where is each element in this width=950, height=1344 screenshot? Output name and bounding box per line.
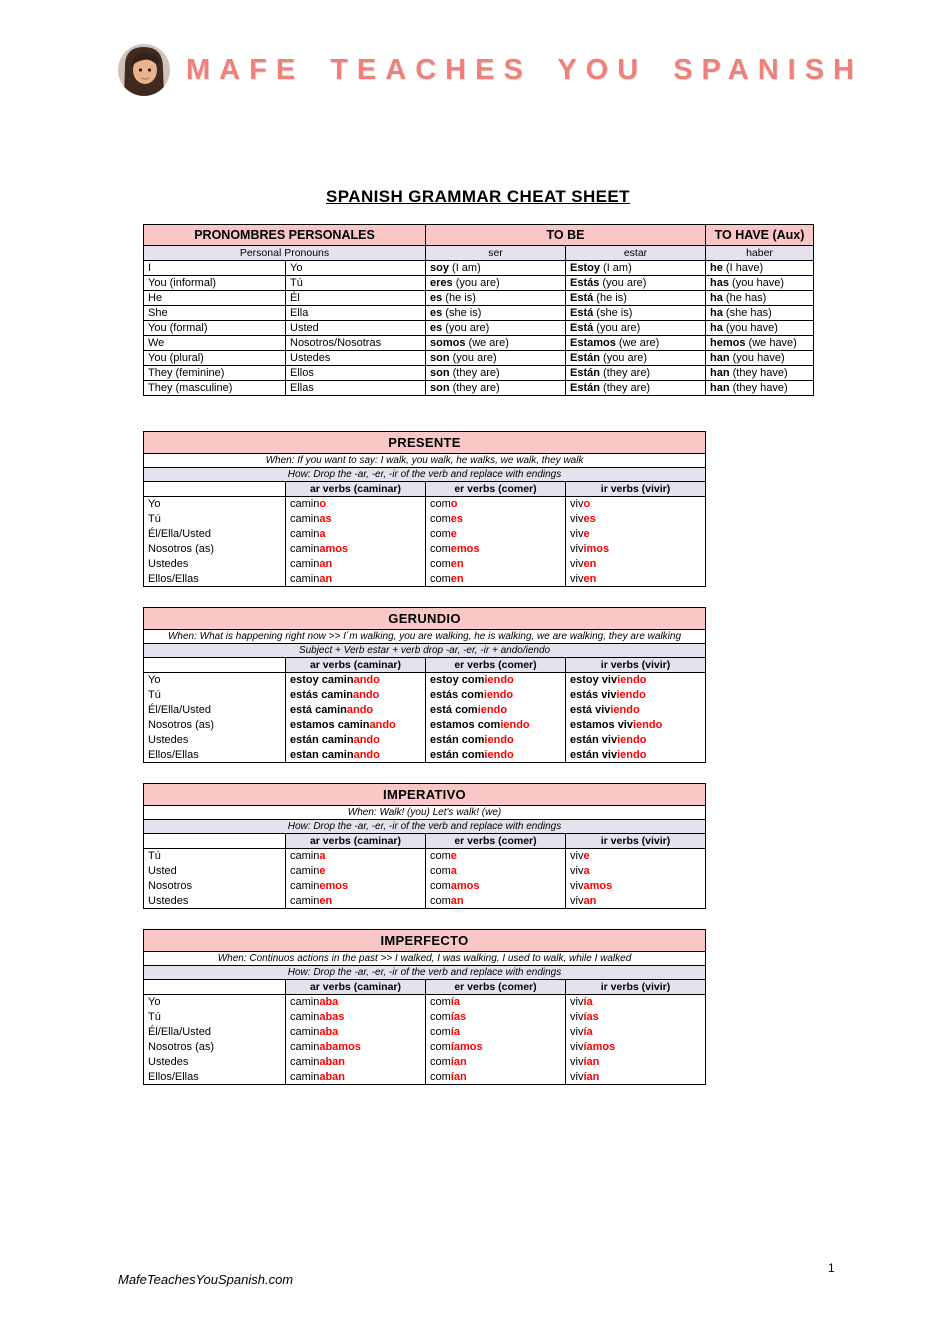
conjugation-cell: estamos comiendo bbox=[426, 718, 566, 733]
subject-label: Ustedes bbox=[144, 1055, 286, 1070]
verb-column-header: ir verbs (vivir) bbox=[566, 980, 706, 995]
conjugation-cell: vive bbox=[566, 849, 706, 864]
tense-title-row bbox=[144, 784, 706, 806]
conjugation-cell: vivían bbox=[566, 1055, 706, 1070]
tense-title-row bbox=[144, 930, 706, 952]
column-group-header: TO HAVE (Aux) bbox=[706, 225, 814, 246]
verb-ending: emos bbox=[450, 543, 480, 555]
presente-table bbox=[143, 431, 706, 587]
table-cell: Estás (you are) bbox=[566, 276, 706, 291]
table-cell: han (you have) bbox=[706, 351, 814, 366]
verb-header-row bbox=[144, 482, 706, 497]
conjugation-cell: camina bbox=[286, 849, 426, 864]
table-cell: es (she is) bbox=[426, 306, 566, 321]
table-cell: son (you are) bbox=[426, 351, 566, 366]
gerundio-table bbox=[143, 607, 706, 763]
verb-ending: aba bbox=[319, 996, 339, 1009]
verb-column-header: er verbs (comer) bbox=[426, 980, 566, 995]
verb-ending: íamos bbox=[583, 1041, 616, 1053]
table-row bbox=[144, 1055, 706, 1070]
verb-ending: o bbox=[583, 498, 591, 511]
conjugation-cell: coma bbox=[426, 864, 566, 879]
verb-ending: ando bbox=[369, 719, 396, 731]
table-cell: Yo bbox=[286, 261, 426, 276]
tense-title: PRESENTE bbox=[144, 432, 706, 454]
conjugation-cell: vive bbox=[566, 527, 706, 542]
table-cell: Ella bbox=[286, 306, 426, 321]
table-cell: Estamos (we are) bbox=[566, 336, 706, 351]
table-row bbox=[144, 527, 706, 542]
table-row bbox=[144, 336, 814, 351]
verb-ending: ían bbox=[583, 1070, 600, 1083]
verb-ending: emos bbox=[319, 880, 349, 892]
verb-ending: iendo bbox=[483, 689, 514, 701]
conjugation-cell: estás caminando bbox=[286, 688, 426, 703]
table-row bbox=[144, 733, 706, 748]
conjugation-cell: come bbox=[426, 849, 566, 864]
subject-label: Él/Ella/Usted bbox=[144, 527, 286, 542]
verb-ending: ían bbox=[450, 1070, 467, 1083]
verb-ending: a bbox=[583, 865, 590, 877]
verb-column-header: er verbs (comer) bbox=[426, 482, 566, 497]
table-cell: han (they have) bbox=[706, 366, 814, 381]
table-row bbox=[144, 291, 814, 306]
table-cell: You (formal) bbox=[144, 321, 286, 336]
verb-ending: o bbox=[319, 498, 327, 511]
table-row bbox=[144, 261, 814, 276]
conjugation-cell: comía bbox=[426, 995, 566, 1010]
conjugation-cell: vives bbox=[566, 512, 706, 527]
verb-ending: iendo bbox=[477, 704, 508, 716]
subject-label: Yo bbox=[144, 995, 286, 1010]
table-row bbox=[144, 864, 706, 879]
page-title: SPANISH GRAMMAR CHEAT SHEET bbox=[326, 187, 630, 206]
verb-ending: abamos bbox=[319, 1041, 361, 1053]
table-cell: hemos (we have) bbox=[706, 336, 814, 351]
verb-ending: es bbox=[583, 513, 596, 525]
conjugation-cell: caminabas bbox=[286, 1010, 426, 1025]
table-cell: Tú bbox=[286, 276, 426, 291]
table-cell: Están (they are) bbox=[566, 381, 706, 396]
conjugation-cell: estamos caminando bbox=[286, 718, 426, 733]
verb-column-header: er verbs (comer) bbox=[426, 834, 566, 849]
conjugation-cell: caminabamos bbox=[286, 1040, 426, 1055]
verb-ending: iendo bbox=[484, 674, 514, 687]
imperfecto-table bbox=[143, 929, 706, 1085]
table-row bbox=[144, 703, 706, 718]
verb-column-header: ar verbs (caminar) bbox=[286, 834, 426, 849]
column-group-header: TO BE bbox=[426, 225, 706, 246]
pronoun-header-row bbox=[144, 225, 814, 246]
table-cell: son (they are) bbox=[426, 381, 566, 396]
verb-ending: an bbox=[450, 894, 464, 907]
subject-label: Ustedes bbox=[144, 733, 286, 748]
verb-ending: aban bbox=[319, 1056, 346, 1068]
table-cell: You (informal) bbox=[144, 276, 286, 291]
tense-title-row bbox=[144, 608, 706, 630]
conjugation-cell: camina bbox=[286, 527, 426, 542]
verb-ending: amos bbox=[319, 543, 349, 555]
verb-ending: amos bbox=[583, 880, 613, 892]
verb-column-header: ar verbs (caminar) bbox=[286, 482, 426, 497]
verb-ending: a bbox=[319, 850, 326, 863]
conjugation-cell: está viviendo bbox=[566, 703, 706, 718]
verb-ending: ían bbox=[450, 1056, 467, 1068]
table-cell: soy (I am) bbox=[426, 261, 566, 276]
conjugation-cell: comían bbox=[426, 1070, 566, 1085]
column-subheader: Personal Pronouns bbox=[144, 246, 426, 261]
table-row bbox=[144, 1010, 706, 1025]
verb-ending: e bbox=[319, 865, 326, 877]
column-subheader: ser bbox=[426, 246, 566, 261]
verb-column-header: ir verbs (vivir) bbox=[566, 834, 706, 849]
conjugation-cell: estoy viviendo bbox=[566, 673, 706, 688]
conjugation-cell: vivo bbox=[566, 497, 706, 512]
table-cell: ha (he has) bbox=[706, 291, 814, 306]
tense-title: GERUNDIO bbox=[144, 608, 706, 630]
subject-label: Nosotros bbox=[144, 879, 286, 894]
column-subheader: haber bbox=[706, 246, 814, 261]
pronoun-subheader-row bbox=[144, 246, 814, 261]
column-subheader: estar bbox=[566, 246, 706, 261]
table-cell: They (feminine) bbox=[144, 366, 286, 381]
subject-label: Nosotros (as) bbox=[144, 718, 286, 733]
verb-ending: a bbox=[319, 528, 326, 540]
verb-ending: abas bbox=[319, 1011, 345, 1023]
logo-avatar bbox=[118, 44, 170, 96]
verb-ending: iendo bbox=[617, 748, 647, 761]
subject-label: Ellos/Ellas bbox=[144, 572, 286, 587]
verb-ending: en bbox=[583, 558, 597, 570]
when-note: When: Walk! (you) Let's walk! (we) bbox=[144, 806, 706, 820]
verb-ending: ando bbox=[353, 674, 380, 687]
table-row bbox=[144, 1070, 706, 1085]
verb-column-header: ar verbs (caminar) bbox=[286, 980, 426, 995]
subject-label: Yo bbox=[144, 497, 286, 512]
table-row bbox=[144, 557, 706, 572]
conjugation-cell: vivíamos bbox=[566, 1040, 706, 1055]
conjugation-cell: están caminando bbox=[286, 733, 426, 748]
subject-label: Ellos/Ellas bbox=[144, 1070, 286, 1085]
conjugation-cell: caminamos bbox=[286, 542, 426, 557]
tense-title-row bbox=[144, 432, 706, 454]
tense-title: IMPERFECTO bbox=[144, 930, 706, 952]
conjugation-cell: comen bbox=[426, 557, 566, 572]
conjugation-cell: caminan bbox=[286, 557, 426, 572]
verb-ending: en bbox=[450, 558, 464, 570]
table-row bbox=[144, 718, 706, 733]
table-row bbox=[144, 306, 814, 321]
subject-label: Ellos/Ellas bbox=[144, 748, 286, 763]
conjugation-cell: están comiendo bbox=[426, 733, 566, 748]
verb-ending: iendo bbox=[617, 674, 647, 687]
conjugation-cell: viva bbox=[566, 864, 706, 879]
conjugation-cell: comamos bbox=[426, 879, 566, 894]
conjugation-cell: vivamos bbox=[566, 879, 706, 894]
brand-title: MAFE TEACHES YOU SPANISH bbox=[186, 53, 863, 86]
when-note: When: What is happening right now >> I´m walking, you are walking, he is walking, we are walking, they are walking bbox=[144, 630, 706, 644]
subject-label: Tú bbox=[144, 1010, 286, 1025]
table-cell: has (you have) bbox=[706, 276, 814, 291]
verb-ending: en bbox=[450, 572, 464, 585]
table-row bbox=[144, 1025, 706, 1040]
table-row bbox=[144, 879, 706, 894]
conjugation-cell: caminan bbox=[286, 572, 426, 587]
table-row bbox=[144, 572, 706, 587]
corner-cell bbox=[144, 834, 286, 849]
verb-ending: o bbox=[450, 498, 458, 511]
conjugation-cell: está comiendo bbox=[426, 703, 566, 718]
conjugation-cell: vivías bbox=[566, 1010, 706, 1025]
table-cell: Él bbox=[286, 291, 426, 306]
verb-ending: amos bbox=[450, 880, 480, 892]
conjugation-cell: camine bbox=[286, 864, 426, 879]
conjugation-cell: estan caminando bbox=[286, 748, 426, 763]
conjugation-cell: vivan bbox=[566, 894, 706, 909]
table-cell: You (plural) bbox=[144, 351, 286, 366]
subject-label: Nosotros (as) bbox=[144, 1040, 286, 1055]
table-row bbox=[144, 497, 706, 512]
tables-container bbox=[143, 224, 814, 1105]
table-row bbox=[144, 1040, 706, 1055]
footer-site: MafeTeachesYouSpanish.com bbox=[118, 1272, 294, 1287]
column-group-header: PRONOMBRES PERSONALES bbox=[144, 225, 426, 246]
conjugation-cell: camino bbox=[286, 497, 426, 512]
table-row bbox=[144, 366, 814, 381]
verb-ending: a bbox=[450, 865, 457, 877]
imperativo-table bbox=[143, 783, 706, 909]
how-note: How: Drop the -ar, -er, -ir of the verb and replace with endings bbox=[144, 820, 706, 834]
verb-ending: as bbox=[319, 513, 332, 525]
corner-cell bbox=[144, 980, 286, 995]
when-row bbox=[144, 630, 706, 644]
verb-ending: iendo bbox=[500, 719, 530, 731]
verb-ending: iendo bbox=[484, 734, 514, 746]
verb-ending: ían bbox=[583, 1056, 600, 1068]
subject-label: Nosotros (as) bbox=[144, 542, 286, 557]
table-cell: han (they have) bbox=[706, 381, 814, 396]
subject-label: Yo bbox=[144, 673, 286, 688]
conjugation-cell: caminas bbox=[286, 512, 426, 527]
conjugation-cell: comían bbox=[426, 1055, 566, 1070]
verb-ending: iendo bbox=[484, 748, 514, 761]
when-row bbox=[144, 952, 706, 966]
table-cell: Están (you are) bbox=[566, 351, 706, 366]
when-row bbox=[144, 454, 706, 468]
conjugation-tables bbox=[143, 431, 814, 1085]
verb-header-row bbox=[144, 834, 706, 849]
table-row bbox=[144, 276, 814, 291]
when-row bbox=[144, 806, 706, 820]
table-cell: Está (he is) bbox=[566, 291, 706, 306]
conjugation-cell: están viviendo bbox=[566, 733, 706, 748]
verb-column-header: ir verbs (vivir) bbox=[566, 482, 706, 497]
table-cell: he (I have) bbox=[706, 261, 814, 276]
table-row bbox=[144, 673, 706, 688]
conjugation-cell: estamos viviendo bbox=[566, 718, 706, 733]
table-row bbox=[144, 748, 706, 763]
how-row bbox=[144, 966, 706, 980]
verb-ending: es bbox=[450, 513, 464, 525]
verb-ending: e bbox=[450, 528, 457, 540]
table-row bbox=[144, 849, 706, 864]
verb-ending: ía bbox=[450, 996, 460, 1009]
verb-ending: en bbox=[583, 572, 597, 585]
verb-ending: íamos bbox=[450, 1041, 483, 1053]
verb-ending: ía bbox=[583, 1026, 593, 1038]
verb-ending: ando bbox=[353, 748, 380, 761]
when-note: When: Continuos actions in the past >> I walked, I was walking, I used to walk, while I walked bbox=[144, 952, 706, 966]
page-number: 1 bbox=[828, 1261, 835, 1275]
conjugation-cell: caminen bbox=[286, 894, 426, 909]
subject-label: Él/Ella/Usted bbox=[144, 1025, 286, 1040]
conjugation-cell: caminaba bbox=[286, 1025, 426, 1040]
conjugation-cell: vivía bbox=[566, 1025, 706, 1040]
when-note: When: If you want to say: I walk, you walk, he walks, we walk, they walk bbox=[144, 454, 706, 468]
conjugation-cell: estás comiendo bbox=[426, 688, 566, 703]
conjugation-cell: vivían bbox=[566, 1070, 706, 1085]
table-cell: Nosotros/Nosotras bbox=[286, 336, 426, 351]
conjugation-cell: caminaban bbox=[286, 1070, 426, 1085]
conjugation-cell: comía bbox=[426, 1025, 566, 1040]
conjugation-cell: coman bbox=[426, 894, 566, 909]
table-cell: Usted bbox=[286, 321, 426, 336]
subject-label: Ustedes bbox=[144, 557, 286, 572]
how-row bbox=[144, 644, 706, 658]
verb-ending: e bbox=[583, 528, 590, 540]
conjugation-cell: están comiendo bbox=[426, 748, 566, 763]
verb-ending: e bbox=[583, 850, 590, 863]
verb-ending: ía bbox=[450, 1026, 460, 1038]
verb-ending: ando bbox=[353, 734, 380, 746]
verb-ending: imos bbox=[583, 543, 610, 555]
table-cell: Está (she is) bbox=[566, 306, 706, 321]
conjugation-cell: caminaba bbox=[286, 995, 426, 1010]
tense-title: IMPERATIVO bbox=[144, 784, 706, 806]
verb-ending: aba bbox=[319, 1026, 339, 1038]
table-cell: Ellos bbox=[286, 366, 426, 381]
conjugation-cell: viven bbox=[566, 572, 706, 587]
brand-header bbox=[118, 44, 863, 96]
verb-ending: ías bbox=[450, 1011, 467, 1023]
table-row bbox=[144, 351, 814, 366]
table-cell: They (masculine) bbox=[144, 381, 286, 396]
table-cell: Está (you are) bbox=[566, 321, 706, 336]
table-cell: She bbox=[144, 306, 286, 321]
conjugation-cell: comíamos bbox=[426, 1040, 566, 1055]
table-row bbox=[144, 894, 706, 909]
conjugation-cell: comías bbox=[426, 1010, 566, 1025]
table-cell: somos (we are) bbox=[426, 336, 566, 351]
table-row bbox=[144, 381, 814, 396]
conjugation-cell: vivimos bbox=[566, 542, 706, 557]
conjugation-cell: come bbox=[426, 527, 566, 542]
conjugation-cell: comen bbox=[426, 572, 566, 587]
subject-label: Él/Ella/Usted bbox=[144, 703, 286, 718]
verb-ending: iendo bbox=[632, 719, 663, 731]
conjugation-cell: viven bbox=[566, 557, 706, 572]
corner-cell bbox=[144, 482, 286, 497]
table-cell: Estoy (I am) bbox=[566, 261, 706, 276]
pronoun-table bbox=[143, 224, 814, 396]
table-cell: son (they are) bbox=[426, 366, 566, 381]
verb-ending: iendo bbox=[610, 704, 640, 716]
table-row bbox=[144, 512, 706, 527]
how-note: Subject + Verb estar + verb drop -ar, -er, -ir + ando/iendo bbox=[144, 644, 706, 658]
verb-ending: iendo bbox=[617, 734, 647, 746]
table-row bbox=[144, 688, 706, 703]
verb-header-row bbox=[144, 980, 706, 995]
table-cell: es (he is) bbox=[426, 291, 566, 306]
verb-ending: an bbox=[319, 558, 333, 570]
table-cell: We bbox=[144, 336, 286, 351]
table-row bbox=[144, 542, 706, 557]
table-cell: Ustedes bbox=[286, 351, 426, 366]
verb-column-header: ar verbs (caminar) bbox=[286, 658, 426, 673]
subject-label: Tú bbox=[144, 512, 286, 527]
verb-column-header: er verbs (comer) bbox=[426, 658, 566, 673]
table-cell: eres (you are) bbox=[426, 276, 566, 291]
verb-ending: ía bbox=[583, 996, 593, 1009]
verb-ending: ías bbox=[583, 1011, 599, 1023]
how-row bbox=[144, 820, 706, 834]
how-note: How: Drop the -ar, -er, -ir of the verb and replace with endings bbox=[144, 966, 706, 980]
subject-label: Tú bbox=[144, 688, 286, 703]
conjugation-cell: caminemos bbox=[286, 879, 426, 894]
table-cell: Ellas bbox=[286, 381, 426, 396]
table-row bbox=[144, 995, 706, 1010]
table-cell: I bbox=[144, 261, 286, 276]
conjugation-cell: estás viviendo bbox=[566, 688, 706, 703]
verb-column-header: ir verbs (vivir) bbox=[566, 658, 706, 673]
verb-ending: an bbox=[583, 894, 597, 907]
conjugation-cell: están viviendo bbox=[566, 748, 706, 763]
conjugation-cell: como bbox=[426, 497, 566, 512]
table-cell: He bbox=[144, 291, 286, 306]
conjugation-cell: estoy comiendo bbox=[426, 673, 566, 688]
how-row bbox=[144, 468, 706, 482]
table-cell: ha (you have) bbox=[706, 321, 814, 336]
verb-ending: ando bbox=[346, 704, 374, 716]
conjugation-cell: estoy caminando bbox=[286, 673, 426, 688]
table-cell: es (you are) bbox=[426, 321, 566, 336]
conjugation-cell: caminaban bbox=[286, 1055, 426, 1070]
verb-ending: e bbox=[450, 850, 457, 863]
verb-ending: ando bbox=[352, 689, 380, 701]
subject-label: Ustedes bbox=[144, 894, 286, 909]
table-row bbox=[144, 321, 814, 336]
corner-cell bbox=[144, 658, 286, 673]
how-note: How: Drop the -ar, -er, -ir of the verb and replace with endings bbox=[144, 468, 706, 482]
verb-ending: iendo bbox=[616, 689, 646, 701]
conjugation-cell: vivía bbox=[566, 995, 706, 1010]
subject-label: Tú bbox=[144, 849, 286, 864]
table-cell: Están (they are) bbox=[566, 366, 706, 381]
pronouns-table bbox=[143, 224, 814, 396]
verb-ending: an bbox=[319, 572, 333, 585]
table-cell: ha (she has) bbox=[706, 306, 814, 321]
subject-label: Usted bbox=[144, 864, 286, 879]
verb-header-row bbox=[144, 658, 706, 673]
conjugation-cell: comes bbox=[426, 512, 566, 527]
conjugation-cell: está caminando bbox=[286, 703, 426, 718]
conjugation-cell: comemos bbox=[426, 542, 566, 557]
verb-ending: en bbox=[319, 894, 333, 907]
verb-ending: aban bbox=[319, 1070, 346, 1083]
